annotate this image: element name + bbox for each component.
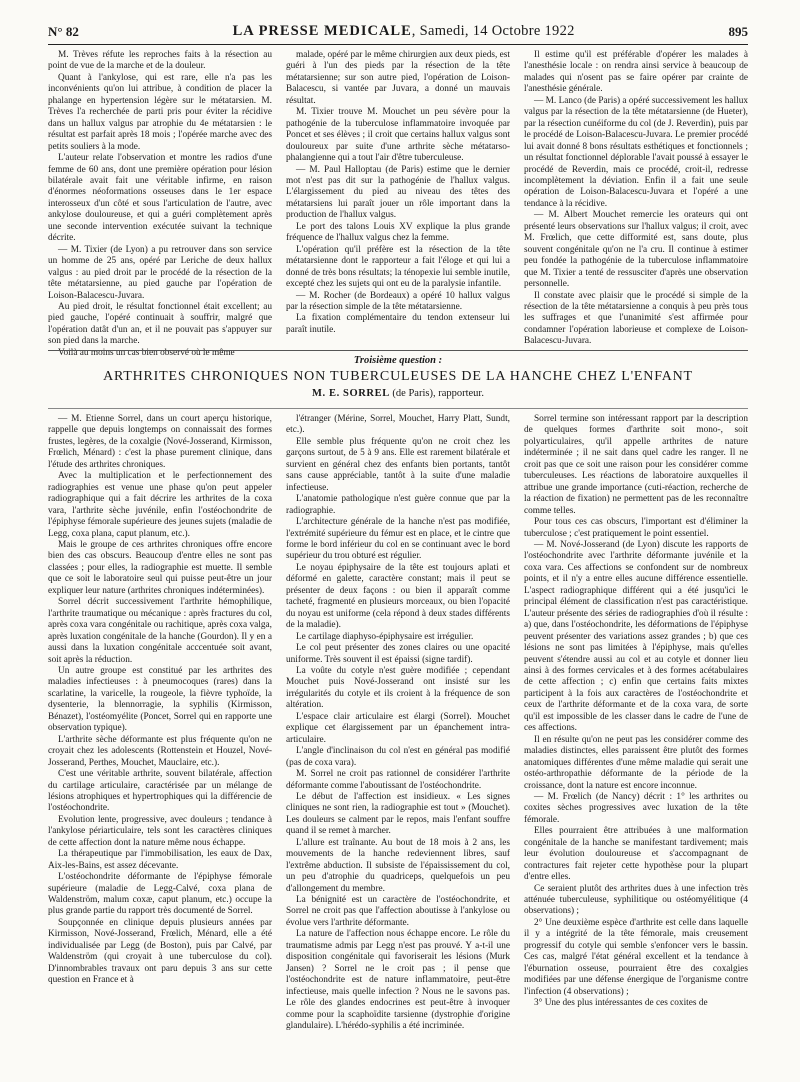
paragraph: Sorrel décrit successivement l'arthrite hémophilique, l'arthrite traumatique ou mécanique : après fractures du col, après coxa vara congénitale ou rachitique, après coxa valga, après luxation congénitale de la hanche (Gourdon). Il y en a aussi dans la luxation congénitale acccentuée soit avant, soit après la réduction. [48,597,272,665]
paragraph: Soupçonnée en clinique depuis plusieurs années par Kirmisson, Nové-Josserand, Frœlich, Ménard, elle a été individualisée par Legg (de Boston), puis par Calvé, par Waldenström (qui croyait à une tuberculose du col). D'innombrables travaux ont paru depuis 3 ans sur cette question en France et à [48,917,272,986]
paragraph: M. Tixier trouve M. Mouchet un peu sévère pour la pathogénie de la tuberculose inflammatoire invoquée par Poncet et ses élèves ; il croit que certains hallux valgus sont douloureux par suite d'une arthrite sèche métatarso-phalangienne qui a tout l'air d'être tuberculeuse. [286,107,510,164]
paragraph: L'auteur relate l'observation et montre les radios d'une femme de 60 ans, dont une première opération pour lésion bilatérale avait fait une véritable infirme, en raison d'énormes néoformations osseuses dans le 1er espace interosseux d'un côté et sous l'articulation de l'autre, avec ankylose douloureuse, et qui a guéri complètement après une seconde intervention exécutée suivant la technique décrite. [48,153,272,244]
issue-date: , Samedi, 14 Octobre 1922 [411,23,575,39]
paragraph: L'allure est traînante. Au bout de 18 mois à 2 ans, les mouvements de la hanche redeviennent libres, sauf l'extrême abduction. Il subsiste de l'épaississement du col, un peu d'atrophie du quadriceps, quelquefois un peu d'allongement du membre. [286,837,510,894]
journal-name: LA PRESSE MEDICALE [232,23,412,39]
paragraph: — M. Tixier (de Lyon) a pu retrouver dans son service un homme de 25 ans, opéré par Leriche de deux hallux valgus : au pied droit par le procédé de la résection de la tête métatarsienne, au pied gauche par l'opération de Loison-Balacescu-Juvara. [48,244,272,301]
section-title: ARTHRITES CHRONIQUES NON TUBERCULEUSES DE LA HANCHE CHEZ L'ENFANT [103,369,693,384]
paragraph: Elles pourraient être attribuées à une malformation congénitale de la hanche se manifestant tardivement; mais leur évolution douloureuse et s'accompagnant de contractures fait rejeter cette hypothèse pour la plupart d'entre elles. [524,826,748,883]
paragraph: 2° Une deuxième espèce d'arthrite est celle dans laquelle il y a intégrité de la tête fémorale, mais creusement progressif du cotyle qui semble s'enfoncer vers le bassin. Ces cas, malgré l'état général excellent et la tendance à l'éburnation osseuse, pourraient être des coxalgies modifiées par une défense énergique de l'organisme contre l'infection (4 observations) ; [524,917,748,997]
top-columns [48,50,748,358]
paragraph: Le col peut présenter des zones claires ou une opacité uniforme. Très souvent il est épaissi (signe tardif). [286,643,510,665]
rapporteur-line [48,386,748,402]
paragraph: L'opération qu'il préfère est la résection de la tête métatarsienne dont le rapporteur a fait l'éloge et qui lui a donné de très bons résultats; la ténopexie lui semble inutile, excepté chez les sujets qui ont eu de la paralysie infantile. [286,244,510,290]
paragraph: L'ostéochondrite déformante de l'épiphyse fémorale supérieure (maladie de Legg-Calvé, coxa plana de Waldenström, malum coxæ, caput planum, etc.) occupe la plus grande partie du rapport très documenté de Sorrel. [48,872,272,917]
paragraph: La voûte du cotyle n'est guère modifiée ; cependant Mouchet puis Nové-Josserand ont insisté sur les irrégularités du cotyle et ils croient à la fréquence de son altération. [286,665,510,711]
paragraph: Le noyau épiphysaire de la tête est toujours aplati et déformé en galette, caractère constant; mais il peut se présenter de deux façons : ou bien il apparaît comme tacheté, fragmenté en plusieurs morceaux, ou bien l'opacité du noyau est uniforme (cela répond à deux stades différents de la maladie). [286,562,510,631]
paragraph: La bénignité est un caractère de l'ostéochondrite, et Sorrel ne croit pas que l'affection aboutisse à l'ankylose ou évolue vers l'arthrite déformante. [286,895,510,928]
paragraph: — M. Rocher (de Bordeaux) a opéré 10 hallux valgus par la résection simple de la tête métatarsienne. [286,290,510,312]
paragraph: Evolution lente, progressive, avec douleurs ; tendance à l'ankylose périarticulaire, tels sont les caractères cliniques de cette affection dont la nature même nous échappe. [48,814,272,848]
paragraph: M. Sorrel ne croit pas rationnel de considérer l'arthrite déformante comme l'aboutissant de l'ostéochondrite. [286,769,510,791]
paragraph: L'espace clair articulaire est élargi (Sorrel). Mouchet explique cet élargissement par un épanchement intra-articulaire. [286,711,510,745]
page-header [48,18,748,45]
paragraph: Elle semble plus fréquente qu'on ne croit chez les garçons surtout, de 5 à 9 ans. Elle est rarement bilatérale et survient en général chez des enfants bien portants, tantôt sans cause appréciable, tantôt à la suite d'une maladie infectieuse. [286,436,510,493]
paragraph: L'arthrite sèche déformante est plus fréquente qu'on ne croyait chez les adolescents (Rottenstein et Houzel, Nové-Josserand, Perthes, Mouchet, Mauclaire, etc.). [48,734,272,768]
paragraph: — M. Etienne Sorrel, dans un court aperçu historique, rappelle que depuis longtemps on connaissait des formes frustes, legères, de la coxalgie (Nové-Josserand, Kirmisson, Frœlich, Ménard) : c'est la phase purement clinique, dans l'étude des arthrites chroniques. [48,414,272,470]
paragraph: Il en résulte qu'on ne peut pas les considérer comme des maladies distinctes, elles paraissent être plutôt des formes anatomiques différentes d'une même maladie qui serait une ostéo-arthropathie déformante de la période de la croissance, dont la nature est encore inconnue. [524,734,748,791]
issue-number: N° 82 [48,24,79,39]
paragraph: Le cartilage diaphyso-épiphysaire est irrégulier. [296,631,474,642]
paragraph: L'angle d'inclinaison du col n'est en général pas modifié (pas de coxa vara). [286,746,510,768]
journal-title [233,23,575,40]
paragraph: La fixation complémentaire du tendon extenseur lui paraît inutile. [286,313,510,335]
paragraph: l'étranger (Mérine, Sorrel, Mouchet, Harry Platt, Sundt, etc.). [286,414,510,436]
paragraph: Il constate avec plaisir que le procédé si simple de la résection de la tête métatarsienne a conquis à peu près tous les suffrages et que l'unanimité s'est affirmée pour condamner l'opération laborieuse et complexe de Loison-Balacescu-Juvara. [524,290,748,347]
heading-rule [48,408,748,409]
section-heading [48,354,748,402]
rapporteur-name: M. E. SORREL [312,388,390,399]
paragraph: Sorrel termine son intéressant rapport par la description de quelques formes d'arthrite soit mono-, soit polyarticulaires, qu'il appelle arthrites de nature indéterminée ; il ne sait dans quel cadre les ranger. Il ne croit pas que ce soit une raison pour les considérer comme tuberculeuses. Les réactions de laboratoire auxquelles il attribue une grande importance (cuti-réaction, recherche de la réaction de fixation) ne permettent pas de les reconnaître comme telles. [524,414,748,516]
paragraph: Au pied droit, le résultat fonctionnel était excellent; au pied gauche, l'opéré continuait à souffrir, malgré que l'opération datât d'un an, et il ne pouvait pas s'appuyer sur son pied dans la marche. [48,301,272,347]
paragraph: Quant à l'ankylose, qui est rare, elle n'a pas les inconvénients qu'on lui attribue, à condition de placer la phalange en hypertension légère sur le métatarsien. M. Trèves l'a recherchée de parti pris pour éviter la récidive dans un hallux valgus par atrophie du 4e métatarsien : le résultat est parfait après 18 mois ; l'opérée marche avec des petits souliers à la mode. [48,72,272,152]
rapporteur-suffix: (de Paris), rapporteur. [389,388,484,399]
paragraph: — M. Nové-Josserand (de Lyon) discute les rapports de l'ostéochondrite avec l'arthrite déformante juvénile et la coxa vara. Ces affections se confondent sur de nombreux points, et il n'y a entre elles aucune différence essentielle. L'aspect radiographique différent qui a été jusqu'ici le principal élément de classification n'est pas caractéristique. L'auteur présente des séries de radiographies d'où il résulte : a) que, dans l'ostéochondrite, les déformations de l'épiphyse peuvent présenter des variations assez grandes ; b) que ces lésions ne sont pas limitées à l'épiphyse, mais qu'elles peuvent s'étendre aussi au col et au cotyle et donner lieu ainsi à des formes cervicales et à des formes acétabulaires de cette affection ; c) enfin que certains faits mixtes participent à la fois aux caractères de l'ostéochondrite et ceux de l'arthrite déformante et de la coxa vara, de sorte qu'il est impossible de les classer dans le cadre de l'une de ces affections. [524,539,748,734]
paragraph: Ce seraient plutôt des arthrites dues à une infection très atténuée tuberculeuse, syphilitique ou ostéomyélitique (4 observations) ; [524,883,748,917]
page-number: 895 [728,24,748,39]
top-column-1 [48,50,272,358]
paragraph: Voilà au moins un cas bien observé où le même [58,347,235,358]
paragraph: Il estime qu'il est préférable d'opérer les malades à l'anesthésie locale : on rendra ainsi service à beaucoup de malades qui n'osent pas se faire opérer par crainte de l'anesthésie générale. [524,50,748,95]
paragraph: Un autre groupe est constitué par les arthrites des maladies infectieuses : à pneumocoques (rares) dans la scarlatine, la varicelle, la rougeole, la fièvre typhoïde, la dysenterie, la blennorragie, la syphilis (Kirmisson, Bénazet), l'ostéomyélite (Poncet, Sorrel qui en rapporte une observation typique). [48,665,272,734]
paragraph: — M. Lanco (de Paris) a opéré successivement les hallux valgus par la résection de la tête métatarsienne (de Hueter), par la résection cunéiforme du col (de J. Reverdin), puis par le procédé de Loison-Balacescu-Juvara. Le premier procédé lui avait donné 8 bons résultats esthétiques et fonctionnels ; un résultat fonctionnel déplorable l'avait poussé à essayer le procédé de Reverdin, mais ce procédé, croit-il, redresse incomplètement la déviation. Enfin il a fait une seule opération de Loison-Balacescu-Juvara et l'opéré a une tendance à la récidive. [524,95,748,209]
paragraph: 3° Une des plus intéressantes de ces coxites de [534,998,708,1009]
paragraph: Le port des talons Louis XV explique la plus grande fréquence de l'hallux valgus chez la femme. [286,221,510,244]
top-column-3 [524,50,748,348]
paragraph: — M. Albert Mouchet remercie les orateurs qui ont présenté leurs observations sur l'hallux valgus; il croit, avec M. Frœlich, que cette difformité est, sans doute, plus souvent congénitale qu'on ne l'a cru. Il continue à estimer peu fondée la pathogénie de la tuberculose inflammatoire que M. Tixier a tenté de ressusciter d'après une observation personnelle. [524,210,748,290]
paragraph: — M. Paul Halloptau (de Paris) estime que le dernier mot n'est pas dit sur la pathogénie de l'hallux valgus. L'élargissement du pied au niveau des têtes des métatarsiens lui paraît jouer un rôle important dans la production de l'hallux valgus. [286,164,510,221]
bottom-column-3 [524,414,748,1074]
bottom-column-1 [48,414,272,1074]
section-divider [48,350,748,351]
paragraph: La nature de l'affection nous échappe encore. Le rôle du traumatisme admis par Legg n'est pas prouvé. Y a-t-il une disposition congénitale qui favoriserait les lésions (Murk Jansen) ? Sorrel ne le croit pas ; il pense que l'ostéochondrite est de nature inflammatoire, peut-être infectieuse, mais quelle infection ? Nous ne le savons pas. Le rôle des glandes endocrines est peut-être à invoquer comme pour la scaphoïdite tarsienne (dystrophie d'origine glandulaire). L'hérédo-syphilis a été incriminée. [286,929,510,1032]
bottom-column-2 [286,414,510,1074]
question-label: Troisième question : [353,355,443,366]
paragraph: C'est une véritable arthrite, souvent bilatérale, affection du cartilage articulaire, caractérisée par un mélange de lésions atrophiques et hypertrophiques qui la différencie de l'ostéochondrite. [48,769,272,814]
top-column-2 [286,50,510,348]
paragraph: L'anatomie pathologique n'est guère connue que par la radiographie. [286,494,510,516]
paragraph: Pour tous ces cas obscurs, l'important est d'éliminer la tuberculose ; c'est pratiquement le point essentiel. [524,517,748,539]
bottom-columns [48,414,748,1074]
paragraph: malade, opéré par le même chirurgien aux deux pieds, est guéri à l'un des pieds par la résection de la tête métatarsienne; sur son autre pied, l'opération de Loison-Balacescu, si vantée par Juvara, a donné un mauvais résultat. [286,50,510,106]
paragraph: Mais le groupe de ces arthrites chroniques offre encore bien des cas obscurs. Beaucoup d'entre elles ne sont pas classées ; pour elles, la radiographie est muette. Il semble que ce soit le laboratoire seul qui puisse peut-être un jour expliquer leur nature (arthrites chroniques indéterminées). [48,539,272,596]
paragraph: — M. Frœlich (de Nancy) décrit : 1° les arthrites ou coxites sèches progressives avec luxation de la tête fémorale. [524,791,748,825]
paragraph: L'architecture générale de la hanche n'est pas modifiée, l'extrémité supérieure du fémur est en place, et le cintre que forme le bord inférieur du col en se continuant avec le bord supérieur du trou obturé est régulier. [286,517,510,562]
paragraph: La thérapeutique par l'immobilisation, les eaux de Dax, Aix-les-Bains, est assez décevante. [48,849,272,871]
paragraph: Le début de l'affection est insidieux. « Les signes cliniques ne sont rien, la radiographie est tout » (Mouchet). Les douleurs se calment par le repos, mais l'enfant souffre quand il se remet à marcher. [286,791,510,837]
paragraph: M. Trèves réfute les reproches faits à la résection au point de vue de la marche et de la douleur. [48,50,272,72]
paragraph: Avec la multiplication et le perfectionnement des radiographies est venue une phase qu'on peut appeler radiographique qui a fait décrire les arthrites de la coxa vara, l'arthrite sèche juvénile, enfin l'ostéochondrite de l'épiphyse fémorale supérieure des jeunes sujets (maladie de Legg, coxa plana, caput planum, etc.). [48,471,272,539]
